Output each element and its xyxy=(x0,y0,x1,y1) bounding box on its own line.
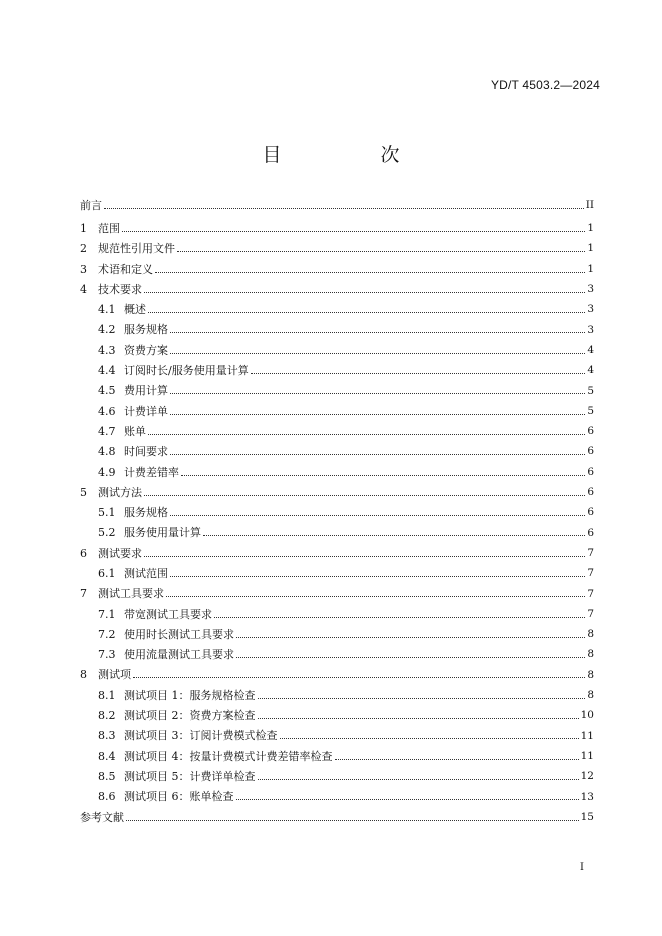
toc-entry-title: 使用流量测试工具要求 xyxy=(124,648,234,662)
toc-entry-number: 8.6 xyxy=(98,790,116,804)
toc-entry-page: 7 xyxy=(587,567,594,580)
dot-leader xyxy=(144,495,585,496)
page-number: I xyxy=(580,862,584,873)
toc-entry-label xyxy=(98,730,278,741)
toc-entry-number: 7 xyxy=(80,587,87,601)
dot-leader xyxy=(126,820,579,821)
toc-entry-title: 测试工具要求 xyxy=(98,587,164,601)
standard-code: YD/T 4503.2—2024 xyxy=(490,78,600,92)
toc-entry-title: 服务使用量计算 xyxy=(124,526,201,540)
toc-entry-number: 4.3 xyxy=(98,343,116,357)
toc-entry[interactable] xyxy=(80,360,594,380)
toc-entry-number: 1 xyxy=(80,221,87,235)
toc-entry[interactable] xyxy=(80,645,594,665)
toc-entry[interactable] xyxy=(80,442,594,462)
toc-entry-title: 范围 xyxy=(98,221,120,235)
toc-entry-title: 参考文献 xyxy=(80,810,124,824)
toc-entry-title: 账单 xyxy=(124,424,146,438)
dot-leader xyxy=(236,799,579,800)
toc-entry-page: 1 xyxy=(587,222,594,235)
toc-entry-page: 7 xyxy=(587,546,594,559)
toc-entry-number: 7.2 xyxy=(98,627,116,641)
dot-leader xyxy=(144,556,585,557)
dot-leader xyxy=(170,576,585,577)
page-title: 目 次 xyxy=(262,144,440,166)
toc-entry-label xyxy=(80,264,153,275)
toc-entry-label xyxy=(80,223,120,234)
toc-entry-title: 服务规格 xyxy=(124,323,168,337)
toc-entry-page: 1 xyxy=(587,262,594,275)
toc-entry-title: 测试项目 4：按量计费模式计费差错率检查 xyxy=(124,749,333,763)
toc-entry-label xyxy=(98,507,168,518)
toc-entry[interactable] xyxy=(80,523,594,543)
toc-entry-page: 4 xyxy=(587,343,594,356)
toc-entry-label xyxy=(80,243,175,254)
toc-entry-label xyxy=(98,304,146,315)
toc-entry[interactable] xyxy=(80,381,594,401)
toc-entry-number: 4 xyxy=(80,282,87,296)
toc-entry-page: 3 xyxy=(587,323,594,336)
dot-leader xyxy=(170,332,585,333)
toc-entry-page: 15 xyxy=(580,810,594,823)
toc-entry-label xyxy=(80,588,164,599)
toc-entry-page: II xyxy=(585,198,594,211)
toc-entry-title: 概述 xyxy=(124,303,146,317)
toc-entry-page: 6 xyxy=(587,445,594,458)
toc-entry-title: 测试要求 xyxy=(98,546,142,560)
toc-entry-page: 6 xyxy=(587,465,594,478)
toc-entry-title: 测试方法 xyxy=(98,485,142,499)
toc-entry-label xyxy=(98,649,234,660)
dot-leader xyxy=(170,353,585,354)
toc-entry-page: 7 xyxy=(587,587,594,600)
toc-entry[interactable] xyxy=(80,766,594,786)
toc-entry[interactable] xyxy=(80,807,594,827)
toc-entry[interactable] xyxy=(80,320,594,340)
toc-entry[interactable] xyxy=(80,543,594,563)
toc-entry[interactable] xyxy=(80,401,594,421)
toc-entry-number: 6 xyxy=(80,546,87,560)
dot-leader xyxy=(155,272,585,273)
toc-entry[interactable] xyxy=(80,685,594,705)
toc-entry-label xyxy=(98,324,168,335)
toc-entry-number: 4.9 xyxy=(98,465,116,479)
toc-entry-title: 订阅时长/服务使用量计算 xyxy=(124,364,249,378)
toc-entry-number: 4.4 xyxy=(98,364,116,378)
toc-entry-page: 8 xyxy=(587,668,594,681)
toc-entry-title: 测试项目 5：计费详单检查 xyxy=(124,769,256,783)
toc-entry[interactable] xyxy=(80,624,594,644)
dot-leader xyxy=(181,475,585,476)
toc-entry-label xyxy=(98,771,256,782)
dot-leader xyxy=(335,759,579,760)
toc-entry-label xyxy=(98,365,249,376)
toc-entry-page: 13 xyxy=(580,790,594,803)
toc-entry[interactable] xyxy=(80,340,594,360)
toc-entry-label xyxy=(80,812,124,823)
toc-entry-number: 4.7 xyxy=(98,424,116,438)
toc-entry-number: 7.1 xyxy=(98,607,116,621)
toc-entry[interactable] xyxy=(80,259,594,279)
toc-entry[interactable] xyxy=(80,239,594,259)
toc-entry-title: 测试项目 2：资费方案检查 xyxy=(124,709,256,723)
toc-entry[interactable] xyxy=(80,726,594,746)
toc-entry-label xyxy=(98,527,201,538)
toc-entry-label xyxy=(80,200,102,211)
toc-entry-number: 5 xyxy=(80,485,87,499)
toc-entry-label xyxy=(98,446,168,457)
toc-entry-title: 规范性引用文件 xyxy=(98,242,175,256)
toc-entry-label xyxy=(80,487,142,498)
dot-leader xyxy=(144,292,585,293)
toc-entry-label xyxy=(80,548,142,559)
toc-entry-page: 5 xyxy=(587,404,594,417)
dot-leader xyxy=(170,454,585,455)
toc-entry-title: 测试范围 xyxy=(124,566,168,580)
dot-leader xyxy=(203,535,585,536)
dot-leader xyxy=(177,251,585,252)
toc-entry-number: 8.5 xyxy=(98,769,116,783)
toc-entry-page: 5 xyxy=(587,384,594,397)
toc-entry[interactable] xyxy=(80,705,594,725)
toc-entry-title: 技术要求 xyxy=(98,282,142,296)
toc-entry-label xyxy=(80,669,131,680)
toc-entry-title: 带宽测试工具要求 xyxy=(124,607,212,621)
toc-entry-page: 8 xyxy=(587,628,594,641)
toc-entry-number: 2 xyxy=(80,242,87,256)
toc-entry-number: 4.2 xyxy=(98,323,116,337)
dot-leader xyxy=(251,373,586,374)
toc-entry-page: 6 xyxy=(587,526,594,539)
toc-entry[interactable] xyxy=(80,218,594,238)
toc-entry-label xyxy=(98,791,234,802)
toc-entry-label xyxy=(98,751,333,762)
toc-entry-label xyxy=(98,710,256,721)
toc-entry-label xyxy=(98,426,146,437)
toc-entry-title: 测试项目 1：服务规格检查 xyxy=(124,688,256,702)
toc-entry-number: 8.3 xyxy=(98,729,116,743)
toc-entry-label xyxy=(80,284,142,295)
toc-entry-number: 4.1 xyxy=(98,303,116,317)
dot-leader xyxy=(258,779,579,780)
toc-entry-title: 使用时长测试工具要求 xyxy=(124,627,234,641)
toc-entry[interactable] xyxy=(80,584,594,604)
toc-entry-page: 6 xyxy=(587,486,594,499)
toc-entry-page: 11 xyxy=(580,749,594,762)
toc-entry-number: 5.2 xyxy=(98,526,116,540)
toc-entry-page: 1 xyxy=(587,242,594,255)
toc-entry-title: 测试项目 3：订阅计费模式检查 xyxy=(124,729,278,743)
dot-leader xyxy=(170,393,585,394)
toc-entry-label xyxy=(98,609,212,620)
dot-leader xyxy=(170,515,585,516)
dot-leader xyxy=(170,414,585,415)
toc-entry-number: 3 xyxy=(80,262,87,276)
toc-entry-title: 测试项 xyxy=(98,668,131,682)
dot-leader xyxy=(148,312,585,313)
dot-leader xyxy=(122,231,585,232)
toc-entry[interactable] xyxy=(80,787,594,807)
toc-entry-title: 资费方案 xyxy=(124,343,168,357)
toc-entry-number: 4.8 xyxy=(98,445,116,459)
toc-entry[interactable] xyxy=(80,502,594,522)
toc-entry[interactable] xyxy=(80,462,594,482)
toc-entry-page: 3 xyxy=(587,283,594,296)
toc-entry-number: 5.1 xyxy=(98,506,116,520)
dot-leader xyxy=(258,718,579,719)
dot-leader xyxy=(166,596,585,597)
toc-entry-number: 4.5 xyxy=(98,384,116,398)
toc-entry-page: 12 xyxy=(580,770,594,783)
toc-entry[interactable] xyxy=(80,563,594,583)
toc-entry-title: 计费差错率 xyxy=(124,465,179,479)
toc-entry[interactable] xyxy=(80,482,594,502)
toc-entry-label xyxy=(98,345,168,356)
toc-entry-title: 计费详单 xyxy=(124,404,168,418)
toc-entry-number: 6.1 xyxy=(98,566,116,580)
toc-entry-title: 测试项目 6：账单检查 xyxy=(124,790,234,804)
toc-entry[interactable] xyxy=(80,279,594,299)
toc-entry-number: 8.1 xyxy=(98,688,116,702)
toc-entry[interactable] xyxy=(80,195,594,215)
dot-leader xyxy=(214,617,585,618)
dot-leader xyxy=(104,208,584,209)
toc-entry-title: 前言 xyxy=(80,198,102,212)
toc-entry[interactable] xyxy=(80,665,594,685)
toc-entry-number: 4.6 xyxy=(98,404,116,418)
toc-entry[interactable] xyxy=(80,746,594,766)
toc-entry-number: 7.3 xyxy=(98,648,116,662)
toc-entry-page: 7 xyxy=(587,607,594,620)
dot-leader xyxy=(133,677,585,678)
toc-entry-title: 费用计算 xyxy=(124,384,168,398)
toc-entry-page: 6 xyxy=(587,425,594,438)
toc-entry-label xyxy=(98,568,168,579)
toc-entry-page: 4 xyxy=(587,364,594,377)
toc-entry-page: 8 xyxy=(587,648,594,661)
toc-entry-number: 8.4 xyxy=(98,749,116,763)
table-of-contents xyxy=(80,195,594,827)
toc-entry[interactable] xyxy=(80,421,594,441)
toc-entry-label xyxy=(98,385,168,396)
toc-entry-number: 8 xyxy=(80,668,87,682)
dot-leader xyxy=(236,657,585,658)
dot-leader xyxy=(148,434,585,435)
toc-entry-label xyxy=(98,629,234,640)
toc-entry-title: 术语和定义 xyxy=(98,262,153,276)
toc-entry-page: 8 xyxy=(587,689,594,702)
toc-entry-label xyxy=(98,467,179,478)
dot-leader xyxy=(258,698,586,699)
toc-entry[interactable] xyxy=(80,299,594,319)
toc-entry-page: 10 xyxy=(580,709,594,722)
toc-entry-title: 时间要求 xyxy=(124,445,168,459)
toc-entry-label xyxy=(98,406,168,417)
toc-entry-label xyxy=(98,690,256,701)
toc-entry-page: 11 xyxy=(580,729,594,742)
dot-leader xyxy=(236,637,585,638)
toc-entry-number: 8.2 xyxy=(98,709,116,723)
toc-entry-title: 服务规格 xyxy=(124,506,168,520)
toc-entry-page: 3 xyxy=(587,303,594,316)
toc-entry-page: 6 xyxy=(587,506,594,519)
toc-entry[interactable] xyxy=(80,604,594,624)
dot-leader xyxy=(280,738,579,739)
